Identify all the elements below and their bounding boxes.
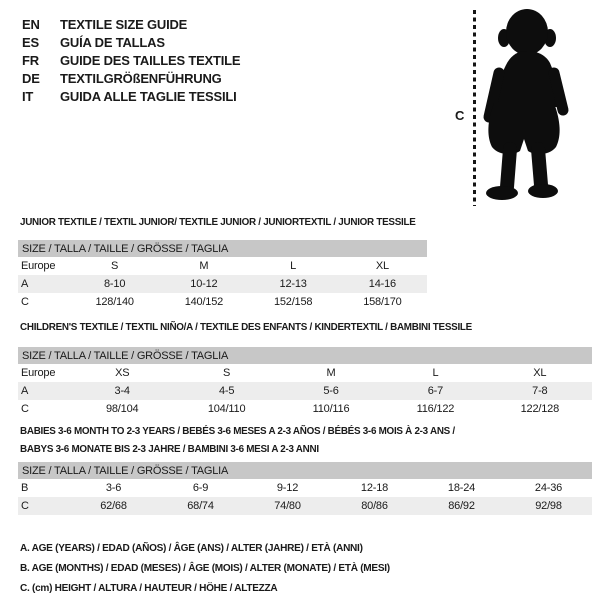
legend-height-cm: C. (cm) HEIGHT / ALTURA / HAUTEUR / HÖHE / ALTEZZA bbox=[20, 582, 278, 594]
section-title-babies-line2: BABYS 3-6 MONATE BIS 2-3 JAHRE / BAMBINI 3-6 MESI A 2-3 ANNI bbox=[20, 443, 319, 455]
size-cell: XS bbox=[115, 367, 130, 379]
row-label: C bbox=[21, 296, 29, 308]
row-label: Europe bbox=[21, 367, 56, 379]
age-cell: 24-36 bbox=[534, 482, 563, 494]
age-cell: 12-18 bbox=[360, 482, 389, 494]
age-cell: 14-16 bbox=[368, 278, 396, 290]
height-cell: 152/158 bbox=[273, 296, 313, 308]
age-cell: 6-7 bbox=[427, 385, 444, 397]
table-header-band: SIZE / TALLA / TAILLE / GRÖSSE / TAGLIA bbox=[18, 347, 592, 364]
size-cell: M bbox=[199, 260, 209, 272]
row-label: C bbox=[21, 500, 29, 512]
babies-size-table bbox=[18, 462, 592, 515]
guide-title-it: GUIDA ALLE TAGLIE TESSILI bbox=[60, 88, 237, 104]
age-cell: 3-6 bbox=[105, 482, 122, 494]
language-title-block bbox=[22, 15, 240, 105]
table-header-band: SIZE / TALLA / TAILLE / GRÖSSE / TAGLIA bbox=[18, 240, 427, 257]
language-code: IT bbox=[22, 88, 34, 104]
size-cell: XL bbox=[375, 260, 389, 272]
size-cell: L bbox=[432, 367, 439, 379]
height-cell: 92/98 bbox=[535, 500, 562, 512]
age-cell: 5-6 bbox=[323, 385, 339, 397]
age-cell: 18-24 bbox=[447, 482, 476, 494]
size-cell: XL bbox=[533, 367, 547, 379]
section-title-children: CHILDREN'S TEXTILE / TEXTIL NIÑO/A / TEXTILE DES ENFANTS / KINDERTEXTIL / BAMBINI TESSILE bbox=[20, 321, 472, 333]
size-cell: S bbox=[111, 260, 119, 272]
language-code: DE bbox=[22, 70, 40, 86]
row-label: A bbox=[21, 385, 29, 397]
height-cell: 110/116 bbox=[312, 403, 350, 415]
age-cell: 9-12 bbox=[276, 482, 299, 494]
size-cell: L bbox=[290, 260, 297, 272]
height-cell: 98/104 bbox=[105, 403, 139, 415]
guide-title-es: GUÍA DE TALLAS bbox=[60, 34, 165, 50]
height-cell: 104/110 bbox=[207, 403, 246, 415]
size-cell: M bbox=[326, 367, 336, 379]
language-code: EN bbox=[22, 16, 40, 32]
children-size-table bbox=[18, 347, 592, 418]
table-row-age bbox=[18, 382, 592, 400]
height-cell: 128/140 bbox=[95, 296, 134, 308]
height-measure-label: C bbox=[455, 108, 465, 123]
language-code: ES bbox=[22, 34, 39, 50]
height-measure-dashed-line bbox=[473, 10, 476, 206]
table-row-europe bbox=[18, 257, 427, 275]
age-cell: 4-5 bbox=[218, 385, 235, 397]
table-header-band: SIZE / TALLA / TAILLE / GRÖSSE / TAGLIA bbox=[18, 462, 592, 479]
table-row-height bbox=[18, 293, 427, 311]
age-cell: 8-10 bbox=[104, 278, 126, 290]
size-cell: S bbox=[223, 367, 231, 379]
language-row-it bbox=[22, 87, 240, 105]
section-title-babies-line1: BABIES 3-6 MONTH TO 2-3 YEARS / BEBÉS 3-6 MESES A 2-3 AÑOS / BÉBÉS 3-6 MOIS À 2-3 ANS / bbox=[20, 425, 455, 437]
junior-size-table bbox=[18, 240, 427, 311]
baby-silhouette-icon bbox=[480, 5, 575, 205]
guide-title-de: TEXTILGRÖßENFÜHRUNG bbox=[60, 70, 222, 86]
language-row-fr bbox=[22, 51, 240, 69]
height-cell: 86/92 bbox=[448, 500, 475, 512]
height-cell: 122/128 bbox=[520, 403, 560, 415]
language-row-de bbox=[22, 69, 240, 87]
row-label: B bbox=[21, 482, 29, 494]
guide-title-en: TEXTILE SIZE GUIDE bbox=[60, 16, 188, 32]
legend-block bbox=[20, 538, 405, 598]
age-cell: 6-9 bbox=[192, 482, 209, 494]
height-cell: 140/152 bbox=[184, 296, 224, 308]
height-cell: 74/80 bbox=[274, 500, 301, 512]
legend-age-years: A. AGE (YEARS) / EDAD (AÑOS) / ÂGE (ANS) / ALTER (JAHRE) / ETÀ (ANNI) bbox=[20, 542, 363, 554]
row-label: Europe bbox=[21, 260, 56, 272]
row-label: C bbox=[21, 403, 29, 415]
language-row-es bbox=[22, 33, 240, 51]
table-row-europe bbox=[18, 364, 592, 382]
height-cell: 158/170 bbox=[363, 296, 402, 308]
guide-title-fr: GUIDE DES TAILLES TEXTILE bbox=[60, 52, 241, 68]
table-row-height bbox=[18, 400, 592, 418]
table-row-age-months bbox=[18, 479, 592, 497]
table-row-age bbox=[18, 275, 427, 293]
section-title-junior: JUNIOR TEXTILE / TEXTIL JUNIOR/ TEXTILE JUNIOR / JUNIORTEXTIL / JUNIOR TESSILE bbox=[20, 216, 416, 228]
age-cell: 10-12 bbox=[190, 278, 218, 290]
legend-age-months: B. AGE (MONTHS) / EDAD (MESES) / ÂGE (MOIS) / ALTER (MONATE) / ETÀ (MESI) bbox=[20, 562, 390, 574]
table-row-height bbox=[18, 497, 592, 515]
age-cell: 7-8 bbox=[532, 385, 548, 397]
language-code: FR bbox=[22, 52, 39, 68]
height-cell: 80/86 bbox=[361, 500, 388, 512]
age-cell: 12-13 bbox=[279, 278, 307, 290]
height-cell: 62/68 bbox=[100, 500, 127, 512]
height-cell: 116/122 bbox=[416, 403, 455, 415]
height-cell: 68/74 bbox=[187, 500, 214, 512]
row-label: A bbox=[21, 278, 29, 290]
language-row-en bbox=[22, 15, 240, 33]
age-cell: 3-4 bbox=[114, 385, 130, 397]
